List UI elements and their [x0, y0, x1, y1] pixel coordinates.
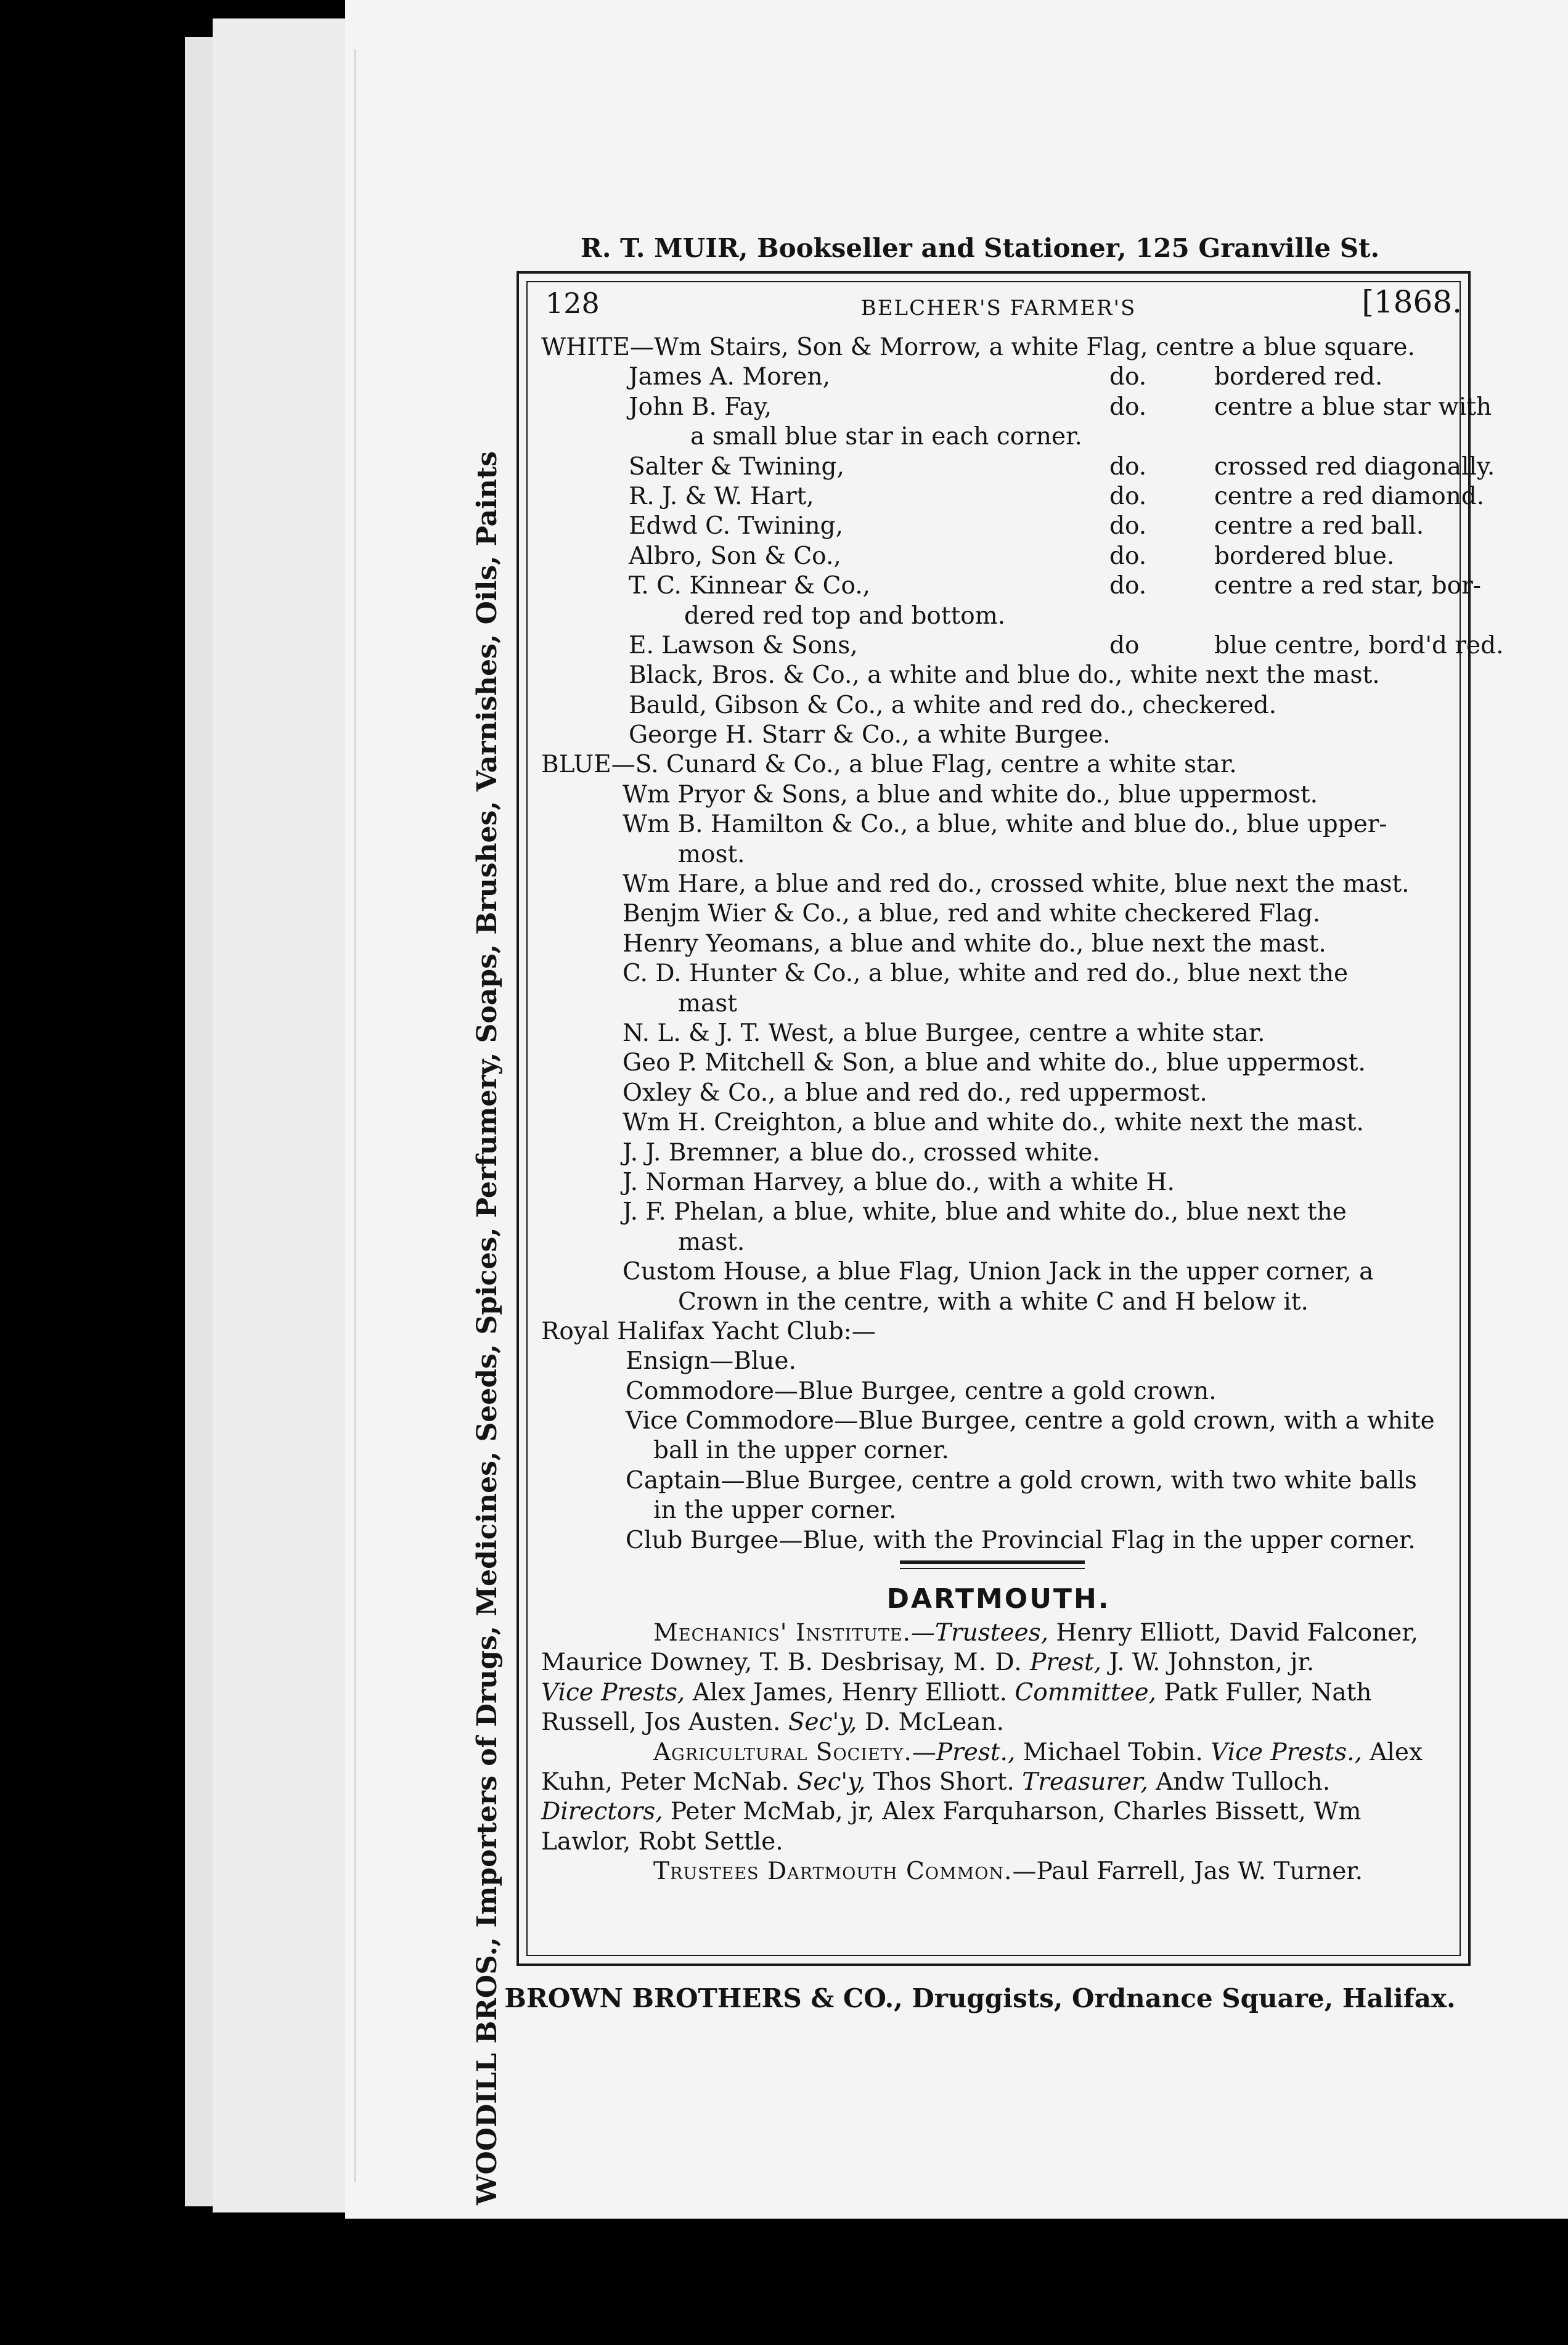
flag-entry-continued: [530, 840, 1467, 870]
entry-text: George H. Starr & Co., a white Burgee.: [629, 721, 1111, 749]
entry-desc: centre a red ball.: [1214, 512, 1424, 540]
entry-text: Maurice Downey, T. B. Desbrisay,: [541, 1649, 953, 1677]
entry-text: Crown in the centre, with a white C and H below it.: [678, 1287, 1309, 1316]
entry-text: mast.: [678, 1228, 745, 1256]
role-label: Vice Prests,: [541, 1678, 685, 1707]
entry-text: Lawlor, Robt Settle.: [541, 1827, 783, 1856]
entry-text: Wm Hare, a blue and red do., crossed white, blue next the mast.: [623, 870, 1410, 899]
flag-entry: [530, 452, 1495, 482]
flag-entry-continued: [530, 1287, 1467, 1317]
section-divider: [530, 1556, 1467, 1580]
flag-entry: [530, 1079, 1467, 1108]
entry-text: Royal Halifax Yacht Club:—: [541, 1317, 876, 1345]
page-number: 128: [545, 287, 600, 320]
entry-text: Custom House, a blue Flag, Union Jack in the upper corner, a: [623, 1258, 1374, 1286]
entry-text: Kuhn, Peter McNab.: [541, 1768, 797, 1796]
entry-name: T. C. Kinnear & Co.,: [629, 572, 871, 600]
entry-text: Ensign—Blue.: [626, 1347, 796, 1376]
entry-ditto: do.: [1109, 482, 1147, 510]
entry-text: C. D. Hunter & Co., a blue, white and red do., blue next the: [623, 960, 1349, 988]
entry-text: Alex: [1362, 1738, 1423, 1766]
flag-entry-continued: [530, 1228, 1467, 1257]
dartmouth-entry: [530, 1708, 1467, 1737]
page-content: [530, 284, 1504, 1887]
flag-entry: [530, 1168, 1467, 1197]
page-header: [530, 285, 1467, 333]
divider-rule-thick: [900, 1560, 1085, 1564]
entry-text: J. W. Johnston, jr.: [1101, 1649, 1315, 1677]
flag-entry: [530, 720, 1467, 750]
entry-ditto: do.: [1109, 542, 1147, 570]
flag-entry: [530, 482, 1485, 512]
yacht-club-entry: [530, 1347, 1467, 1376]
flag-entry: [530, 780, 1467, 810]
entry-text: Wm Pryor & Sons, a blue and white do., blue uppermost.: [623, 780, 1318, 809]
entry-name: Edwd C. Twining,: [629, 512, 843, 540]
section-heading-dartmouth: DARTMOUTH.: [886, 1583, 1111, 1615]
entry-ditto: do.: [1109, 452, 1147, 481]
entry-text: Geo P. Mitchell & Son, a blue and white do., blue uppermost.: [623, 1049, 1366, 1077]
page-year: [1868.: [1362, 284, 1462, 320]
entry-ditto: do.: [1109, 393, 1147, 421]
entry-name: James A. Moren,: [629, 363, 830, 391]
yacht-club-entry: [530, 1466, 1467, 1496]
flag-entry: [530, 810, 1467, 839]
entry-text: WHITE—Wm Stairs, Son & Morrow, a white Flag, centre a blue square.: [541, 333, 1415, 361]
entry-text: ball in the upper corner.: [653, 1437, 949, 1465]
role-label: Sec'y,: [788, 1708, 857, 1737]
flag-entry: [530, 1138, 1467, 1168]
role-label: Treasurer,: [1022, 1768, 1148, 1796]
entry-name: R. J. & W. Hart,: [629, 482, 814, 510]
dartmouth-entry: [530, 1797, 1467, 1827]
entry-text: J. F. Phelan, a blue, white, blue and white do., blue next the: [623, 1198, 1347, 1226]
yacht-club-entry: [530, 1526, 1467, 1556]
entry-ditto: do.: [1109, 572, 1147, 600]
flag-entry: [530, 542, 1467, 571]
flag-entry: [530, 1197, 1467, 1227]
yacht-club-entry: [530, 1406, 1467, 1436]
role-label: Prest,: [1030, 1649, 1102, 1677]
dartmouth-entry: [530, 1678, 1467, 1708]
dartmouth-entry: [530, 1857, 1467, 1886]
entry-text: a small blue star in each corner.: [690, 423, 1082, 451]
yacht-club-heading: [530, 1317, 1467, 1347]
org-name: Agricultural Society.: [653, 1738, 912, 1766]
entry-text: BLUE—S. Cunard & Co., a blue Flag, centre a white star.: [541, 751, 1237, 779]
flag-entry: [530, 750, 1467, 780]
flag-entry-continued: [530, 989, 1467, 1019]
page-fold-line: [354, 49, 356, 2182]
dash: —: [911, 1619, 935, 1647]
running-foot-advert: BROWN BROTHERS & CO., Druggists, Ordnance Square, Halifax.: [504, 1983, 1456, 2013]
entry-text: Wm H. Creighton, a blue and white do., white next the mast.: [623, 1109, 1364, 1137]
entry-text: Wm B. Hamilton & Co., a blue, white and blue do., blue upper-: [623, 810, 1387, 839]
entry-text: Vice Commodore—Blue Burgee, centre a gold crown, with a white: [626, 1407, 1435, 1435]
yacht-club-entry-continued: [530, 1436, 1467, 1466]
entry-text: Paul Farrell, Jas W. Turner.: [1036, 1858, 1363, 1886]
flag-entry: [530, 691, 1467, 720]
entry-text: Commodore—Blue Burgee, centre a gold crown.: [626, 1377, 1217, 1405]
entry-text: Henry Elliott, David Falconer,: [1048, 1619, 1419, 1647]
entry-text: dered red top and bottom.: [684, 602, 1006, 630]
entry-text: N. L. & J. T. West, a blue Burgee, centre a white star.: [623, 1019, 1265, 1047]
divider-rule-thin: [900, 1568, 1085, 1569]
entry-desc: blue centre, bord'd red.: [1214, 631, 1504, 659]
entry-text: Michael Tobin.: [1015, 1738, 1211, 1766]
flag-entry: [530, 333, 1467, 362]
entry-text: J. J. Bremner, a blue do., crossed white.: [623, 1138, 1100, 1167]
entry-text: Bauld, Gibson & Co., a white and red do., checkered.: [629, 691, 1277, 719]
entry-text: Alex James, Henry Elliott.: [685, 1678, 1015, 1707]
entry-desc: bordered blue.: [1214, 542, 1395, 570]
dartmouth-entry: [530, 1768, 1467, 1797]
flag-entry: [530, 512, 1467, 541]
dash: —: [1012, 1858, 1037, 1886]
flag-entry: [530, 1257, 1467, 1287]
flag-entry: [530, 959, 1467, 989]
entry-desc: centre a red star, bor-: [1214, 572, 1481, 600]
entry-text: Russell, Jos Austen.: [541, 1708, 788, 1737]
flag-entry: [530, 870, 1467, 899]
degree: M. D.: [953, 1649, 1023, 1677]
dartmouth-entry: [530, 1827, 1467, 1857]
entry-name: Albro, Son & Co.,: [629, 542, 841, 570]
dartmouth-entry: [530, 1738, 1467, 1768]
entry-desc: crossed red diagonally.: [1214, 452, 1495, 481]
entry-name: John B. Fay,: [629, 393, 772, 421]
entry-text: J. Norman Harvey, a blue do., with a white H.: [623, 1168, 1175, 1196]
entry-text: Andw Tulloch.: [1148, 1768, 1331, 1796]
entry-text: most.: [678, 840, 745, 868]
flag-entry: [530, 661, 1467, 690]
entry-text: Club Burgee—Blue, with the Provincial Flag in the upper corner.: [626, 1526, 1416, 1554]
flag-entry: [530, 929, 1467, 959]
entry-desc: bordered red.: [1214, 363, 1383, 391]
entry-text: D. McLean.: [857, 1708, 1005, 1737]
entry-text: Peter McMab, jr, Alex Farquharson, Charles Bissett, Wm: [663, 1798, 1362, 1826]
org-name: Trustees Dartmouth Common.: [653, 1858, 1013, 1886]
role-label: Trustees,: [935, 1619, 1049, 1647]
entry-desc: centre a blue star with: [1214, 393, 1492, 421]
flag-entry: [530, 1019, 1467, 1048]
flag-entry: [530, 1108, 1467, 1138]
flag-entry: [530, 1048, 1467, 1078]
dartmouth-entry: [530, 1618, 1467, 1648]
entry-text: Oxley & Co., a blue and red do., red uppermost.: [623, 1079, 1207, 1107]
dartmouth-entry: [530, 1648, 1467, 1678]
entry-ditto: do: [1109, 631, 1140, 659]
entry-text: Henry Yeomans, a blue and white do., blue next the mast.: [623, 929, 1326, 958]
yacht-club-entry: [530, 1377, 1467, 1406]
org-name: Mechanics' Institute.: [653, 1619, 911, 1647]
flag-entry-continued: [530, 602, 1467, 631]
role-label: Directors,: [541, 1798, 663, 1826]
flag-entry: [530, 362, 1467, 392]
entry-text: mast: [678, 989, 737, 1018]
flag-entry-continued: [530, 422, 1467, 452]
entry-desc: centre a red diamond.: [1214, 482, 1485, 510]
page-title: BELCHER'S FARMER'S: [860, 296, 1137, 320]
yacht-club-entry-continued: [530, 1496, 1467, 1525]
flag-entry: [530, 571, 1481, 601]
role-label: Sec'y,: [796, 1768, 866, 1796]
side-banner-advert: WOODILL BROS., Importers of Drugs, Medicines, Seeds, Spices, Perfumery, Soaps, Brushes, Varnishes, Oils, Paints: [472, 451, 503, 2205]
role-label: Prest.,: [936, 1738, 1016, 1766]
entry-ditto: do.: [1109, 512, 1147, 540]
entry-ditto: do.: [1109, 363, 1147, 391]
flag-entry: [530, 393, 1492, 422]
entry-name: Salter & Twining,: [629, 452, 844, 481]
entry-text: in the upper corner.: [653, 1496, 897, 1525]
entry-text: Captain—Blue Burgee, centre a gold crown, with two white balls: [626, 1466, 1417, 1495]
dash: —: [912, 1738, 936, 1766]
entry-text: Thos Short.: [865, 1768, 1023, 1796]
flag-entry: [530, 899, 1467, 929]
flag-entry: [530, 631, 1504, 661]
role-label: Committee,: [1015, 1678, 1157, 1707]
running-head-advert: R. T. MUIR, Bookseller and Stationer, 125 Granville St.: [580, 233, 1380, 263]
role-label: Vice Prests.,: [1211, 1738, 1362, 1766]
entry-text: Black, Bros. & Co., a white and blue do., white next the mast.: [629, 661, 1380, 690]
entry-name: E. Lawson & Sons,: [629, 631, 858, 659]
entry-text: Benjm Wier & Co., a blue, red and white checkered Flag.: [623, 900, 1321, 928]
entry-text: Patk Fuller, Nath: [1156, 1678, 1372, 1707]
